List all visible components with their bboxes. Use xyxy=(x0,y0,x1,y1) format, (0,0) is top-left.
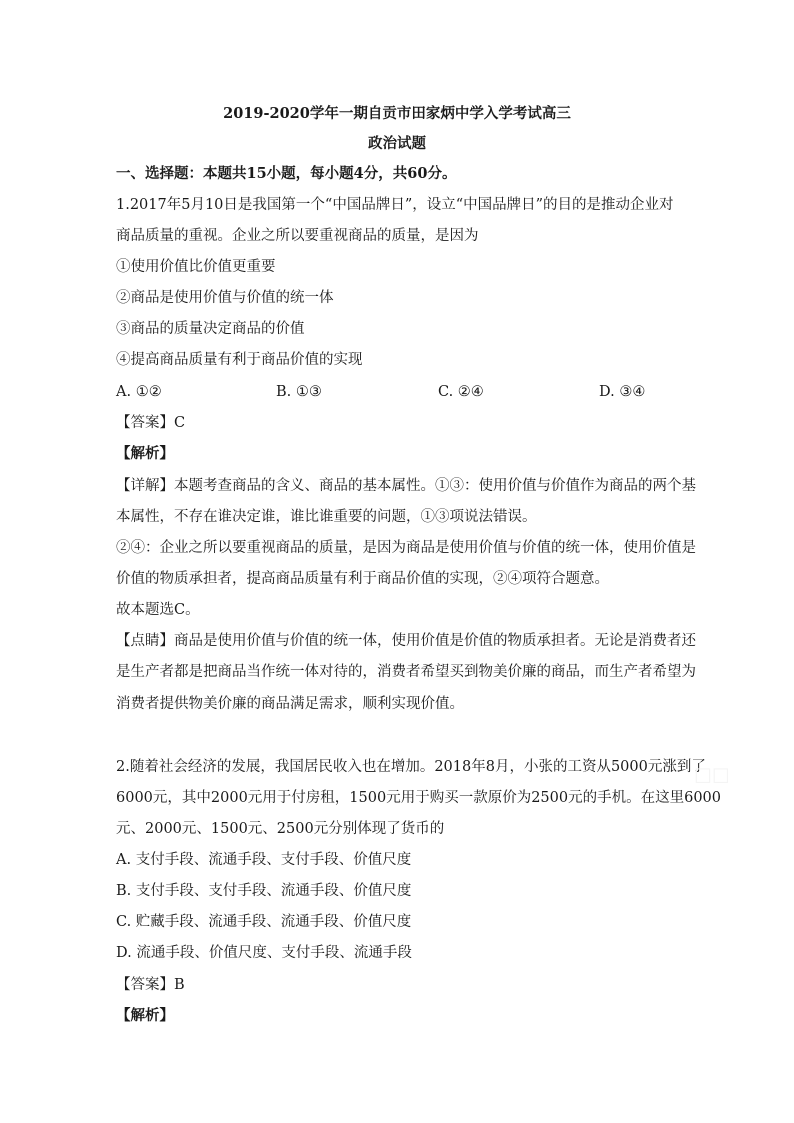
q2-option-c: C. 贮藏手段、流通手段、流通手段、价值尺度 xyxy=(116,914,412,930)
q1-option-c: C. ②④ xyxy=(438,384,484,400)
q2-stem-line-1: 2.随着社会经济的发展，我国居民收入也在增加。2018年8月，小张的工资从5000元涨到了 xyxy=(116,759,706,775)
q1-detail-line-4: 价值的物质承担者，提高商品质量有利于商品价值的实现，②④项符合题意。 xyxy=(116,571,609,587)
q1-item-3: ③商品的质量决定商品的价值 xyxy=(116,321,305,337)
q1-detail-line-3: ②④：企业之所以要重视商品的质量，是因为商品是使用价值与价值的统一体，使用价值是 xyxy=(116,540,696,556)
q1-item-2: ②商品是使用价值与价值的统一体 xyxy=(116,290,334,306)
q2-stem-line-2: 6000元，其中2000元用于付房租，1500元用于购买一款原价为2500元的手机。在这里6000 xyxy=(116,790,722,806)
q1-detail-line-1: 【详解】本题考查商品的含义、商品的基本属性。①③：使用价值与价值作为商品的两个基 xyxy=(116,478,696,494)
q2-option-b: B. 支付手段、支付手段、流通手段、价值尺度 xyxy=(116,883,412,899)
q1-point-line-1: 【点睛】商品是使用价值与价值的统一体，使用价值是价值的物质承担者。无论是消费者还 xyxy=(116,633,696,649)
q1-item-4: ④提高商品质量有利于商品价值的实现 xyxy=(116,352,363,368)
q2-stem-line-3: 元、2000元、1500元、2500元分别体现了货币的 xyxy=(116,821,445,837)
q1-analysis-label: 【解析】 xyxy=(116,445,174,462)
q1-option-b: B. ①③ xyxy=(276,384,322,400)
q1-item-1: ①使用价值比价值更重要 xyxy=(116,259,276,275)
q2-option-a: A. 支付手段、流通手段、支付手段、价值尺度 xyxy=(116,852,412,868)
q1-detail-line-2: 本属性，不存在谁决定谁，谁比谁重要的问题，①③项说法错误。 xyxy=(116,509,537,525)
document-subtitle: 政治试题 xyxy=(368,135,426,152)
q1-conclusion: 故本题选C。 xyxy=(116,602,200,618)
watermark-mark: ☐☐ xyxy=(694,764,730,788)
q1-stem-line-2: 商品质量的重视。企业之所以要重视商品的质量，是因为 xyxy=(116,228,479,244)
q1-option-a: A. ①② xyxy=(116,384,162,400)
q1-point-line-3: 消费者提供物美价廉的商品满足需求，顺利实现价值。 xyxy=(116,696,464,712)
q1-stem-line-1: 1.2017年5月10日是我国第一个“中国品牌日”，设立“中国品牌日”的目的是推动企业对 xyxy=(116,197,674,213)
q1-option-d: D. ③④ xyxy=(599,384,646,400)
q1-point-line-2: 是生产者都是把商品当作统一体对待的，消费者希望买到物美价廉的商品，而生产者希望为 xyxy=(116,664,696,680)
q2-option-d: D. 流通手段、价值尺度、支付手段、流通手段 xyxy=(116,945,412,961)
q2-analysis-label: 【解析】 xyxy=(116,1007,174,1024)
q2-answer: 【答案】B xyxy=(116,977,185,993)
section-heading: 一、选择题：本题共15小题，每小题4分，共60分。 xyxy=(116,165,457,182)
document-title: 2019-2020学年一期自贡市田家炳中学入学考试高三 xyxy=(223,105,571,122)
q1-answer: 【答案】C xyxy=(116,415,186,431)
